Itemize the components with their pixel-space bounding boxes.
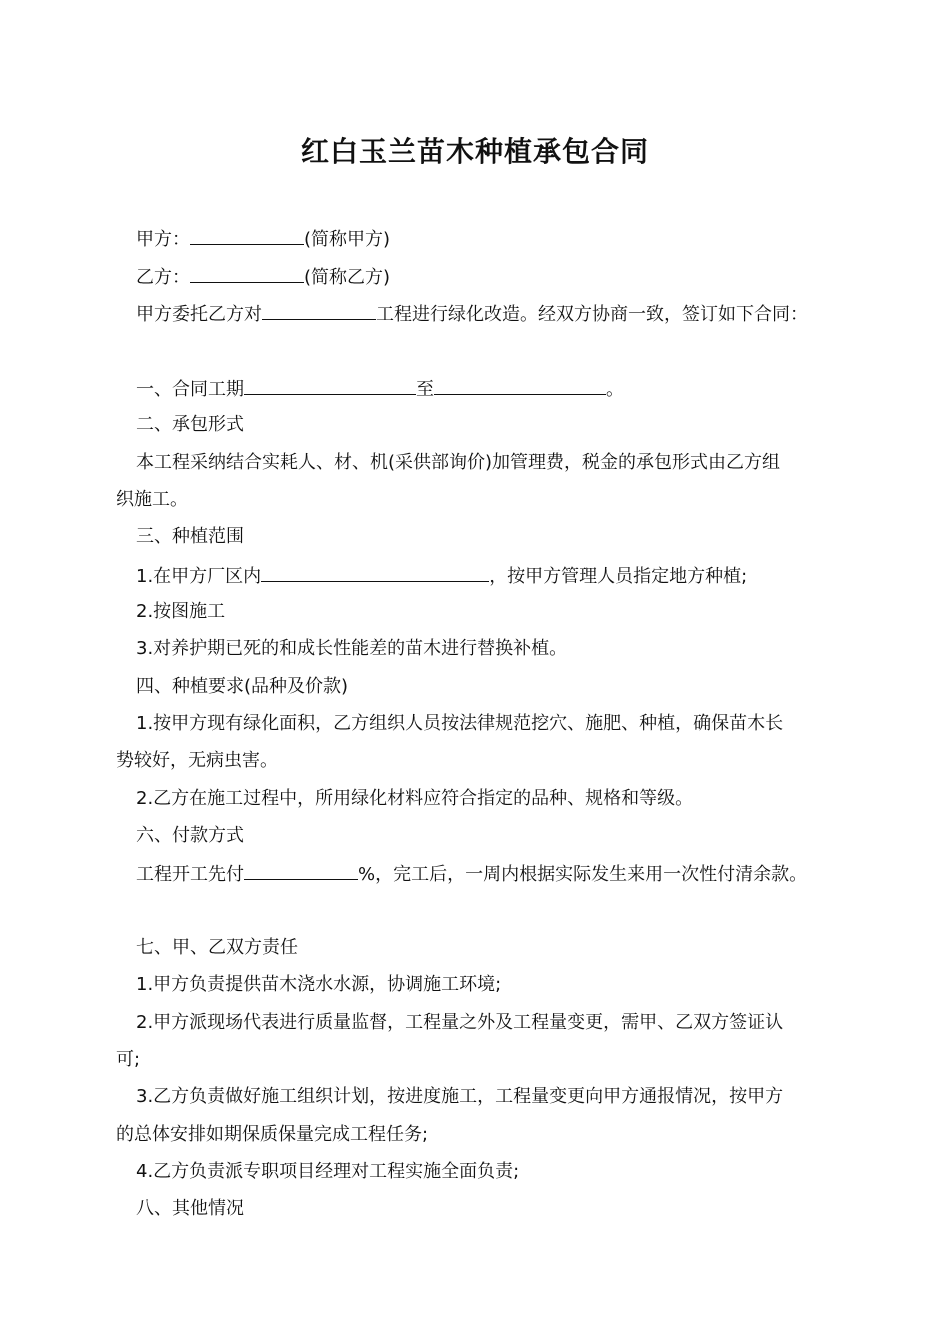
- section-3-item-1-prefix: 1.在甲方厂区内: [136, 566, 262, 587]
- section-7-item-2-line-2: 可;: [116, 1049, 141, 1070]
- party-a-line: [136, 226, 866, 252]
- party-b-suffix: (简称乙方): [304, 267, 391, 288]
- section-2-body-line-2: 织施工。: [116, 489, 188, 510]
- intro-line: [136, 301, 866, 327]
- section-1-line: [136, 376, 866, 402]
- party-b-line: [136, 264, 866, 290]
- advance-percent-blank: [244, 861, 358, 880]
- section-4-heading: 四、种植要求(品种及价款): [136, 676, 349, 697]
- section-4-item-1-line-2: 势较好，无病虫害。: [116, 750, 278, 771]
- section-6-heading: 六、付款方式: [136, 825, 244, 846]
- section-1-prefix: 一、合同工期: [136, 379, 244, 400]
- intro-suffix: 工程进行绿化改造。经双方协商一致，签订如下合同：: [376, 304, 808, 325]
- section-6-body-suffix: %，完工后，一周内根据实际发生来用一次性付清余款。: [358, 864, 808, 885]
- section-1-suffix: 。: [606, 379, 624, 400]
- party-b-blank: [190, 264, 304, 283]
- section-4-item-2: 2.乙方在施工过程中，所用绿化材料应符合指定的品种、规格和等级。: [136, 788, 694, 809]
- section-7-heading: 七、甲、乙双方责任: [136, 937, 298, 958]
- section-6-body-prefix: 工程开工先付: [136, 864, 244, 885]
- section-7-item-2-line-1: 2.甲方派现场代表进行质量监督，工程量之外及工程量变更，需甲、乙双方签证认: [136, 1012, 784, 1033]
- party-a-blank: [190, 226, 304, 245]
- intro-prefix: 甲方委托乙方对: [136, 304, 262, 325]
- start-date-blank: [244, 376, 416, 395]
- section-6-body: [136, 861, 866, 887]
- planting-area-blank: [261, 563, 489, 582]
- section-7-item-3-line-2: 的总体安排如期保质保量完成工程任务;: [116, 1124, 429, 1145]
- section-7-item-3-line-1: 3.乙方负责做好施工组织计划，按进度施工，工程量变更向甲方通报情况，按甲方: [136, 1086, 784, 1107]
- section-7-item-1: 1.甲方负责提供苗木浇水水源，协调施工环境;: [136, 974, 502, 995]
- section-8-heading: 八、其他情况: [136, 1198, 244, 1219]
- section-1-mid: 至: [416, 379, 434, 400]
- section-4-item-1-line-1: 1.按甲方现有绿化面积，乙方组织人员按法律规范挖穴、施肥、种植，确保苗木长: [136, 713, 784, 734]
- section-3-item-1-suffix: ，按甲方管理人员指定地方种植;: [489, 566, 748, 587]
- section-3-item-3: 3.对养护期已死的和成长性能差的苗木进行替换补植。: [136, 638, 568, 659]
- party-a-label: 甲方：: [136, 229, 190, 250]
- party-a-suffix: (简称甲方): [304, 229, 391, 250]
- section-2-heading: 二、承包形式: [136, 414, 244, 435]
- party-b-label: 乙方：: [136, 267, 190, 288]
- section-2-body-line-1: 本工程采纳结合实耗人、材、机(采供部询价)加管理费，税金的承包形式由乙方组: [136, 452, 781, 473]
- project-name-blank: [262, 301, 376, 320]
- document-title: 红白玉兰苗木种植承包合同: [300, 135, 649, 168]
- section-7-item-4: 4.乙方负责派专职项目经理对工程实施全面负责;: [136, 1161, 520, 1182]
- end-date-blank: [434, 376, 606, 395]
- section-3-heading: 三、种植范围: [136, 526, 244, 547]
- section-3-item-1: [136, 563, 866, 589]
- section-3-item-2: 2.按图施工: [136, 601, 226, 622]
